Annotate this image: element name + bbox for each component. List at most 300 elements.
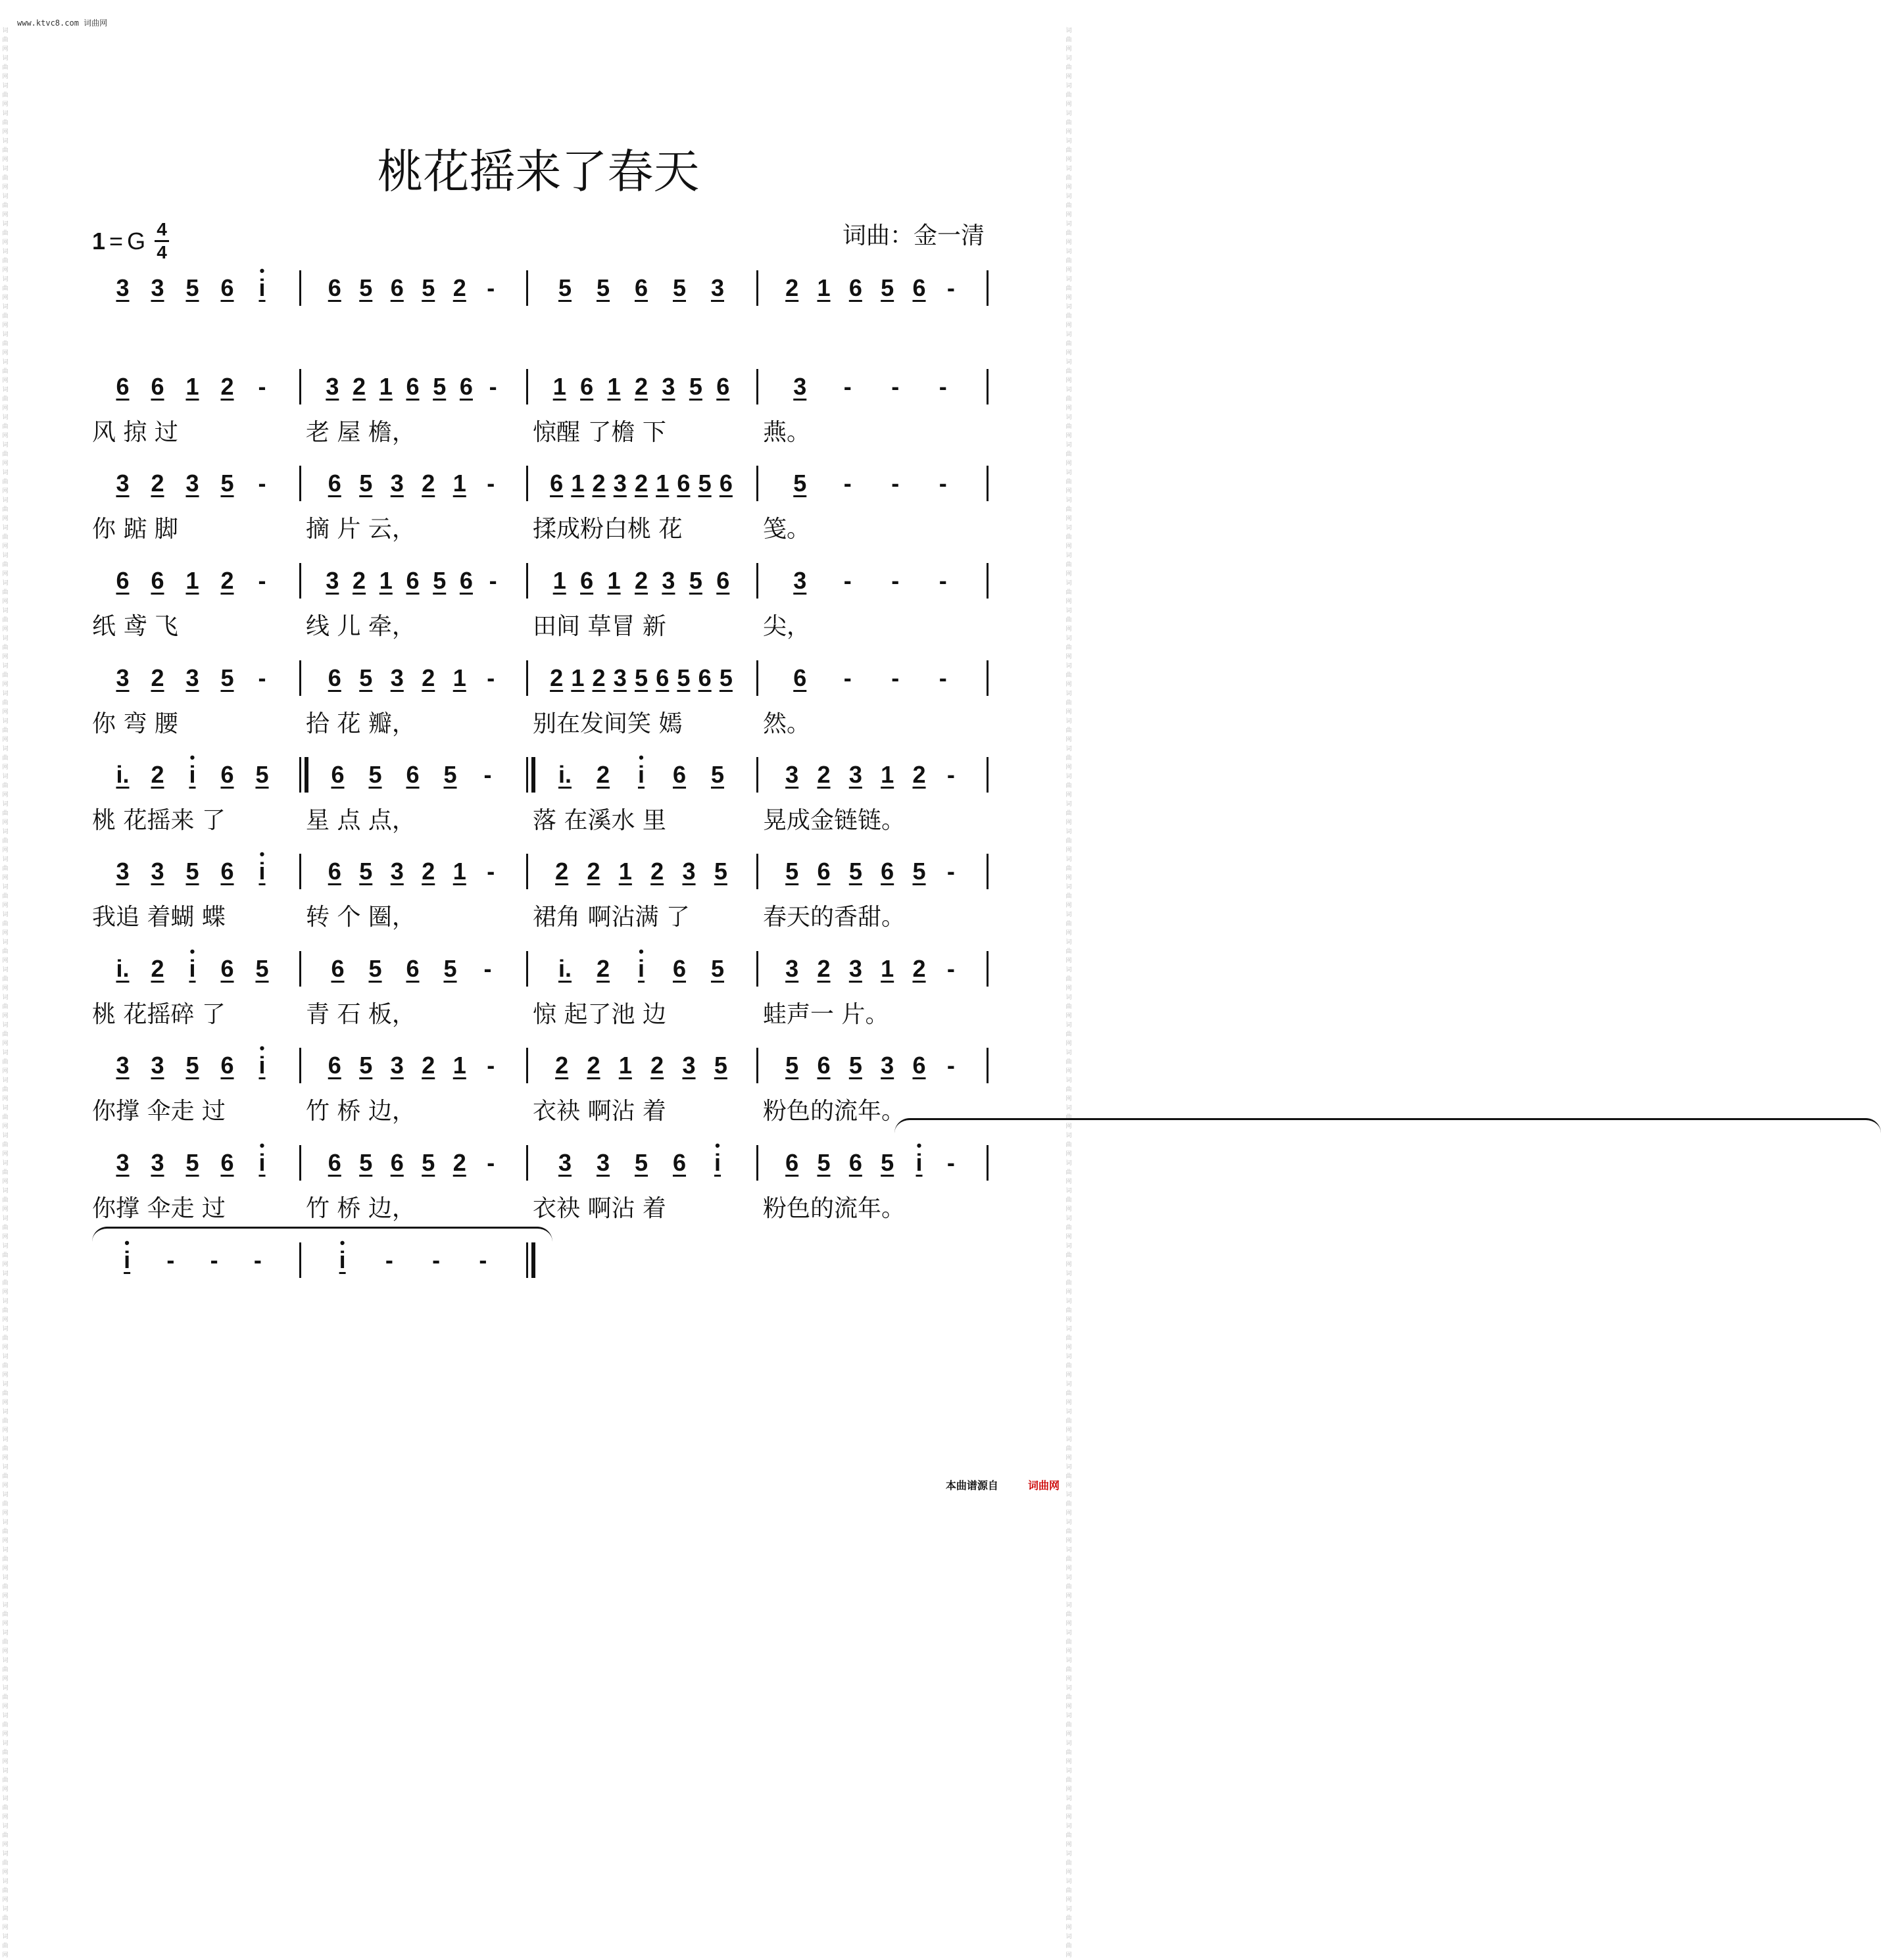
note: - xyxy=(939,470,947,497)
note: 5 xyxy=(634,664,648,691)
note: 6 xyxy=(406,761,420,788)
page-title: 桃花摇来了春天 xyxy=(377,145,700,199)
note: 3 xyxy=(116,1052,130,1079)
notation-row xyxy=(92,663,993,693)
bar-line xyxy=(526,466,528,501)
note: 1 xyxy=(452,858,466,885)
lyric-phrase: 线 儿 牵， xyxy=(306,613,416,640)
note: 5 xyxy=(359,274,373,301)
note: 5 xyxy=(185,274,199,301)
time-signature xyxy=(155,220,169,262)
bar-line xyxy=(299,369,301,404)
note: 6 xyxy=(459,373,473,400)
note: 6 xyxy=(848,1149,862,1176)
bar-line xyxy=(987,660,989,696)
note: 5 xyxy=(785,858,799,885)
note: 6 xyxy=(817,858,831,885)
note: - xyxy=(258,664,266,691)
note: 6 xyxy=(580,373,594,400)
note: 2 xyxy=(151,470,164,497)
note: 1 xyxy=(571,664,585,691)
note: 6 xyxy=(406,955,420,982)
bar-line xyxy=(299,854,301,889)
bar-line xyxy=(526,1145,528,1181)
note: 5 xyxy=(433,567,447,594)
note: • i xyxy=(124,1245,130,1275)
lyric-phrase: 你撑 伞走 过 xyxy=(92,1195,226,1222)
note: 1 xyxy=(552,567,566,594)
note: 1 xyxy=(379,373,393,400)
note: 2 xyxy=(422,1052,435,1079)
note: 5 xyxy=(443,955,457,982)
note: 3 xyxy=(662,373,675,400)
note: 5 xyxy=(881,274,894,301)
key-one: 1 xyxy=(92,227,106,255)
notation-row xyxy=(92,954,993,984)
note: 3 xyxy=(881,1052,894,1079)
note: 5 xyxy=(596,274,610,301)
note: • i xyxy=(258,856,265,887)
note: 6 xyxy=(656,664,670,691)
note: 3 xyxy=(848,955,862,982)
note: 5 xyxy=(881,1149,894,1176)
note: 3 xyxy=(390,664,404,691)
note: • i xyxy=(916,1148,922,1178)
lyric-phrase: 青 石 板， xyxy=(306,1001,416,1028)
note: 6 xyxy=(390,274,404,301)
note: • i xyxy=(189,954,195,984)
note: • i xyxy=(638,954,645,984)
note: 5 xyxy=(912,858,926,885)
lyric-phrase: 惊 起了池 边 xyxy=(533,1001,666,1028)
note: 2 xyxy=(151,955,164,982)
lyric-phrase: 你 弯 腰 xyxy=(92,710,178,737)
note: 1 xyxy=(881,761,894,788)
note: - xyxy=(487,1052,495,1079)
note: 5 xyxy=(422,1149,435,1176)
note: 6 xyxy=(550,470,564,497)
note: - xyxy=(487,1149,495,1176)
note: - xyxy=(946,858,955,885)
note: 6 xyxy=(116,567,130,594)
note: 6 xyxy=(328,1149,341,1176)
double-bar-line xyxy=(526,757,535,793)
note: 5 xyxy=(359,664,373,691)
footer-source: 本曲谱源自 xyxy=(945,1479,998,1492)
key-signature xyxy=(92,220,169,262)
note: - xyxy=(843,664,852,691)
note: - xyxy=(946,1149,955,1176)
note: 5 xyxy=(848,858,862,885)
notation-row xyxy=(92,372,993,402)
note: - xyxy=(258,470,266,497)
note: 6 xyxy=(390,1149,404,1176)
lyric-phrase: 转 个 圈， xyxy=(306,904,416,931)
note: - xyxy=(258,373,266,400)
note: 2 xyxy=(422,470,435,497)
note: 3 xyxy=(596,1149,610,1176)
lyric-phrase: 桃 花摇来 了 xyxy=(92,807,226,834)
notation-row xyxy=(92,468,993,499)
note: - xyxy=(946,274,955,301)
bar-line xyxy=(526,563,528,599)
bar-line xyxy=(987,1145,989,1181)
note: 5 xyxy=(689,373,702,400)
lyric-phrase: 纸 鸢 飞 xyxy=(92,613,178,640)
double-bar-line xyxy=(526,1242,535,1278)
edge-watermark-left: 词曲网词曲网词曲网词曲网词曲网词曲网词曲网词曲网词曲网词曲网词曲网词曲网词曲网词曲网词曲网词曲网词曲网词曲网词曲网词曲网词曲网词曲网词曲网词曲网词曲网词曲网词曲网词曲网词曲网词曲网词曲网词曲网词曲网词曲网词曲网词曲网词曲网词曲网词曲网词曲网词曲网词曲网词曲网词曲网词曲网词曲网词曲网词曲网词曲网词曲网词曲网词曲网词曲网词曲网词曲网词曲网词曲网词曲网词曲网词曲网词曲网词曲网词曲网词曲网词曲网词曲网词曲网词曲网词曲网词曲网 xyxy=(2,28,9,1959)
note: 5 xyxy=(672,274,687,301)
note: 3 xyxy=(793,567,807,594)
note: 3 xyxy=(151,1052,164,1079)
note: 6 xyxy=(331,761,345,788)
note: 6 xyxy=(716,567,730,594)
lyric-phrase: 惊醒 了檐 下 xyxy=(533,419,666,446)
bar-line xyxy=(299,1145,301,1181)
note: 1 xyxy=(452,470,466,497)
note: 6 xyxy=(912,274,926,301)
notation-row xyxy=(92,760,993,790)
note: 5 xyxy=(443,761,457,788)
note: - xyxy=(487,664,495,691)
bar-line xyxy=(987,563,989,599)
note: 3 xyxy=(326,373,339,400)
lyric-row xyxy=(92,1194,993,1224)
note: 2 xyxy=(817,955,831,982)
note: 6 xyxy=(328,858,341,885)
note: 2 xyxy=(452,1149,466,1176)
note: 6 xyxy=(817,1052,831,1079)
note: 2 xyxy=(650,1052,664,1079)
bar-line xyxy=(526,854,528,889)
lyric-row xyxy=(92,418,993,448)
note: 2 xyxy=(555,858,569,885)
note: 3 xyxy=(793,373,807,400)
note: 2 xyxy=(353,373,366,400)
note: 2 xyxy=(912,955,926,982)
note: 5 xyxy=(677,664,691,691)
note: 5 xyxy=(220,470,234,497)
edge-watermark-right: 词曲网词曲网词曲网词曲网词曲网词曲网词曲网词曲网词曲网词曲网词曲网词曲网词曲网词曲网词曲网词曲网词曲网词曲网词曲网词曲网词曲网词曲网词曲网词曲网词曲网词曲网词曲网词曲网词曲网词曲网词曲网词曲网词曲网词曲网词曲网词曲网词曲网词曲网词曲网词曲网词曲网词曲网词曲网词曲网词曲网词曲网词曲网词曲网词曲网词曲网词曲网词曲网词曲网词曲网词曲网词曲网词曲网词曲网词曲网词曲网词曲网词曲网词曲网词曲网词曲网词曲网词曲网词曲网词曲网词曲网 xyxy=(1065,28,1072,1959)
bar-line xyxy=(756,563,758,599)
note: 3 xyxy=(613,664,627,691)
note: 3 xyxy=(558,1149,572,1176)
note: - xyxy=(939,373,947,400)
note: - xyxy=(210,1246,218,1273)
note: 5 xyxy=(785,1052,799,1079)
note: 3 xyxy=(116,664,130,691)
note: 5 xyxy=(710,761,725,788)
note: 5 xyxy=(433,373,447,400)
lyric-phrase: 竹 桥 边， xyxy=(306,1195,416,1222)
note: - xyxy=(166,1246,175,1273)
note: 2 xyxy=(634,567,648,594)
lyric-phrase: 田间 草冒 新 xyxy=(533,613,666,640)
note: 5 xyxy=(689,567,702,594)
note: • i xyxy=(189,760,195,790)
bar-line xyxy=(526,660,528,696)
note: - xyxy=(946,1052,955,1079)
note: - xyxy=(432,1246,441,1273)
bar-line xyxy=(756,1048,758,1083)
note: 6 xyxy=(220,858,234,885)
bar-line xyxy=(299,270,301,306)
lyric-row xyxy=(92,514,993,545)
key-note: G xyxy=(127,227,146,255)
note: - xyxy=(946,955,955,982)
note: 1 xyxy=(817,274,831,301)
note: 6 xyxy=(406,373,420,400)
lyric-phrase: 揉成粉白桃 花 xyxy=(533,516,683,543)
note: 3 xyxy=(116,470,130,497)
note: 3 xyxy=(116,1149,130,1176)
note: 3 xyxy=(785,761,799,788)
slur xyxy=(92,1227,552,1242)
note: 1 xyxy=(656,470,670,497)
note: 6 xyxy=(151,373,164,400)
note: 2 xyxy=(587,1052,600,1079)
lyric-phrase: 粉色的流年。 xyxy=(763,1195,906,1222)
note: 6 xyxy=(793,664,807,691)
lyric-phrase: 落 在溪水 里 xyxy=(533,807,666,834)
bar-line xyxy=(526,369,528,404)
note: 6 xyxy=(220,274,234,301)
note: 3 xyxy=(710,274,725,301)
bar-line xyxy=(299,660,301,696)
note: • i xyxy=(339,1245,346,1275)
note: i. xyxy=(558,955,572,982)
bar-line xyxy=(987,1048,989,1083)
lyric-row xyxy=(92,806,993,836)
note: 5 xyxy=(185,1149,199,1176)
composer-credit: 词曲：金一清 xyxy=(842,222,985,249)
note: 6 xyxy=(331,955,345,982)
note: - xyxy=(489,373,497,400)
notation-row xyxy=(92,1050,993,1081)
note: 6 xyxy=(677,470,691,497)
bar-line xyxy=(756,270,758,306)
bar-line xyxy=(756,951,758,987)
note: 2 xyxy=(592,470,606,497)
lyric-phrase: 尖， xyxy=(763,613,811,640)
note: • i xyxy=(258,273,265,303)
note: 2 xyxy=(592,664,606,691)
note: - xyxy=(843,373,852,400)
note: 1 xyxy=(881,955,894,982)
lyric-row xyxy=(92,709,993,739)
lyric-phrase: 星 点 点， xyxy=(306,807,416,834)
note: - xyxy=(891,567,900,594)
note: 6 xyxy=(116,373,130,400)
note: 3 xyxy=(185,470,199,497)
note: 5 xyxy=(368,955,382,982)
note: - xyxy=(258,567,266,594)
note: - xyxy=(385,1246,393,1273)
note: 6 xyxy=(220,761,234,788)
note: 1 xyxy=(618,1052,632,1079)
notation-row xyxy=(92,856,993,887)
lyric-row xyxy=(92,1000,993,1030)
note: 6 xyxy=(220,1052,234,1079)
note: - xyxy=(939,567,947,594)
note: 1 xyxy=(571,470,585,497)
note: 2 xyxy=(634,470,648,497)
bar-line xyxy=(526,951,528,987)
note: 2 xyxy=(817,761,831,788)
note: 6 xyxy=(328,1052,341,1079)
note: 2 xyxy=(151,664,164,691)
note: 1 xyxy=(185,567,199,594)
note: 5 xyxy=(714,1052,727,1079)
note: 6 xyxy=(151,567,164,594)
note: 6 xyxy=(672,955,687,982)
lyric-row xyxy=(92,612,993,642)
note: 5 xyxy=(634,1149,648,1176)
note: 6 xyxy=(459,567,473,594)
note: i. xyxy=(116,761,130,788)
note: 2 xyxy=(550,664,564,691)
note: - xyxy=(489,567,497,594)
note: - xyxy=(483,955,492,982)
note: 3 xyxy=(682,1052,696,1079)
note: 3 xyxy=(326,567,339,594)
lyric-phrase: 桃 花摇碎 了 xyxy=(92,1001,226,1028)
note: 3 xyxy=(185,664,199,691)
note: 3 xyxy=(390,858,404,885)
note: 3 xyxy=(151,858,164,885)
lyric-phrase: 我追 着蝴 蝶 xyxy=(92,904,226,931)
note: 5 xyxy=(848,1052,862,1079)
meter-bottom: 4 xyxy=(157,242,167,262)
note: - xyxy=(843,567,852,594)
note: 3 xyxy=(151,1149,164,1176)
lyric-phrase: 衣袂 啊沾 着 xyxy=(533,1098,666,1125)
lyric-row xyxy=(92,902,993,933)
note: • i xyxy=(258,1050,265,1081)
note: 6 xyxy=(716,373,730,400)
note: 2 xyxy=(785,274,799,301)
note: 6 xyxy=(785,1149,799,1176)
note: 3 xyxy=(390,470,404,497)
note: 6 xyxy=(406,567,420,594)
bar-line xyxy=(987,270,989,306)
note: 3 xyxy=(116,274,130,301)
note: 5 xyxy=(793,470,807,497)
bar-line xyxy=(756,660,758,696)
note: - xyxy=(891,664,900,691)
note: 3 xyxy=(390,1052,404,1079)
note: - xyxy=(891,470,900,497)
lyric-phrase: 风 掠 过 xyxy=(92,419,178,446)
note: 5 xyxy=(368,761,382,788)
note: 6 xyxy=(912,1052,926,1079)
lyric-phrase: 别在发间笑 嫣 xyxy=(533,710,683,737)
note: • i xyxy=(714,1148,721,1178)
bar-line xyxy=(299,1048,301,1083)
note: - xyxy=(939,664,947,691)
note: - xyxy=(483,761,492,788)
note: 6 xyxy=(328,274,341,301)
note: 5 xyxy=(710,955,725,982)
lyric-row xyxy=(92,1096,993,1127)
note: • i xyxy=(258,1148,265,1178)
note: 2 xyxy=(151,761,164,788)
bar-line xyxy=(987,369,989,404)
note: 1 xyxy=(618,858,632,885)
note: 5 xyxy=(185,1052,199,1079)
lyric-phrase: 拾 花 瓣， xyxy=(306,710,416,737)
footer-brand: 词曲网 xyxy=(1027,1479,1060,1492)
note: 6 xyxy=(220,955,234,982)
bar-line xyxy=(987,466,989,501)
note: 3 xyxy=(682,858,696,885)
note: 5 xyxy=(698,470,712,497)
bar-line xyxy=(526,1048,528,1083)
note: 5 xyxy=(359,1149,373,1176)
note: 5 xyxy=(558,274,572,301)
note: 1 xyxy=(552,373,566,400)
footer xyxy=(946,1477,1060,1492)
note: 6 xyxy=(672,1149,687,1176)
lyric-phrase: 衣袂 啊沾 着 xyxy=(533,1195,666,1222)
notation-row xyxy=(92,1245,993,1275)
bar-line xyxy=(987,757,989,793)
lyric-phrase: 笺。 xyxy=(763,516,811,543)
note: 6 xyxy=(580,567,594,594)
site-watermark: www.ktvc8.com 词曲网 xyxy=(17,18,108,28)
bar-line xyxy=(987,951,989,987)
bar-line xyxy=(299,563,301,599)
note: 2 xyxy=(555,1052,569,1079)
note: 2 xyxy=(220,567,234,594)
note: - xyxy=(843,470,852,497)
note: 3 xyxy=(662,567,675,594)
note: 5 xyxy=(719,664,733,691)
note: 6 xyxy=(719,470,733,497)
lyric-phrase: 裙角 啊沾满 了 xyxy=(533,904,690,931)
note: 1 xyxy=(452,1052,466,1079)
bar-line xyxy=(526,270,528,306)
note: 5 xyxy=(220,664,234,691)
note: 5 xyxy=(185,858,199,885)
lyric-phrase: 你 踮 脚 xyxy=(92,516,178,543)
note: 1 xyxy=(379,567,393,594)
bar-line xyxy=(756,369,758,404)
note: 2 xyxy=(912,761,926,788)
note: 6 xyxy=(220,1149,234,1176)
key-eq: = xyxy=(109,227,124,255)
note: - xyxy=(487,470,495,497)
note: 5 xyxy=(714,858,727,885)
note: - xyxy=(487,858,495,885)
bar-line xyxy=(299,951,301,987)
lyric-phrase: 晃成金链链。 xyxy=(763,807,906,834)
note: 3 xyxy=(151,274,164,301)
note: 6 xyxy=(328,664,341,691)
note: 2 xyxy=(353,567,366,594)
note: 6 xyxy=(881,858,894,885)
note: 6 xyxy=(634,274,648,301)
note: 5 xyxy=(817,1149,831,1176)
note: 5 xyxy=(359,858,373,885)
note: 3 xyxy=(785,955,799,982)
note: - xyxy=(253,1246,262,1273)
lyric-phrase: 老 屋 檐， xyxy=(306,419,416,446)
bar-line xyxy=(299,1242,301,1278)
lyric-phrase: 蛙声一 片。 xyxy=(763,1001,889,1028)
lyric-phrase: 摘 片 云， xyxy=(306,516,416,543)
note: 6 xyxy=(328,470,341,497)
